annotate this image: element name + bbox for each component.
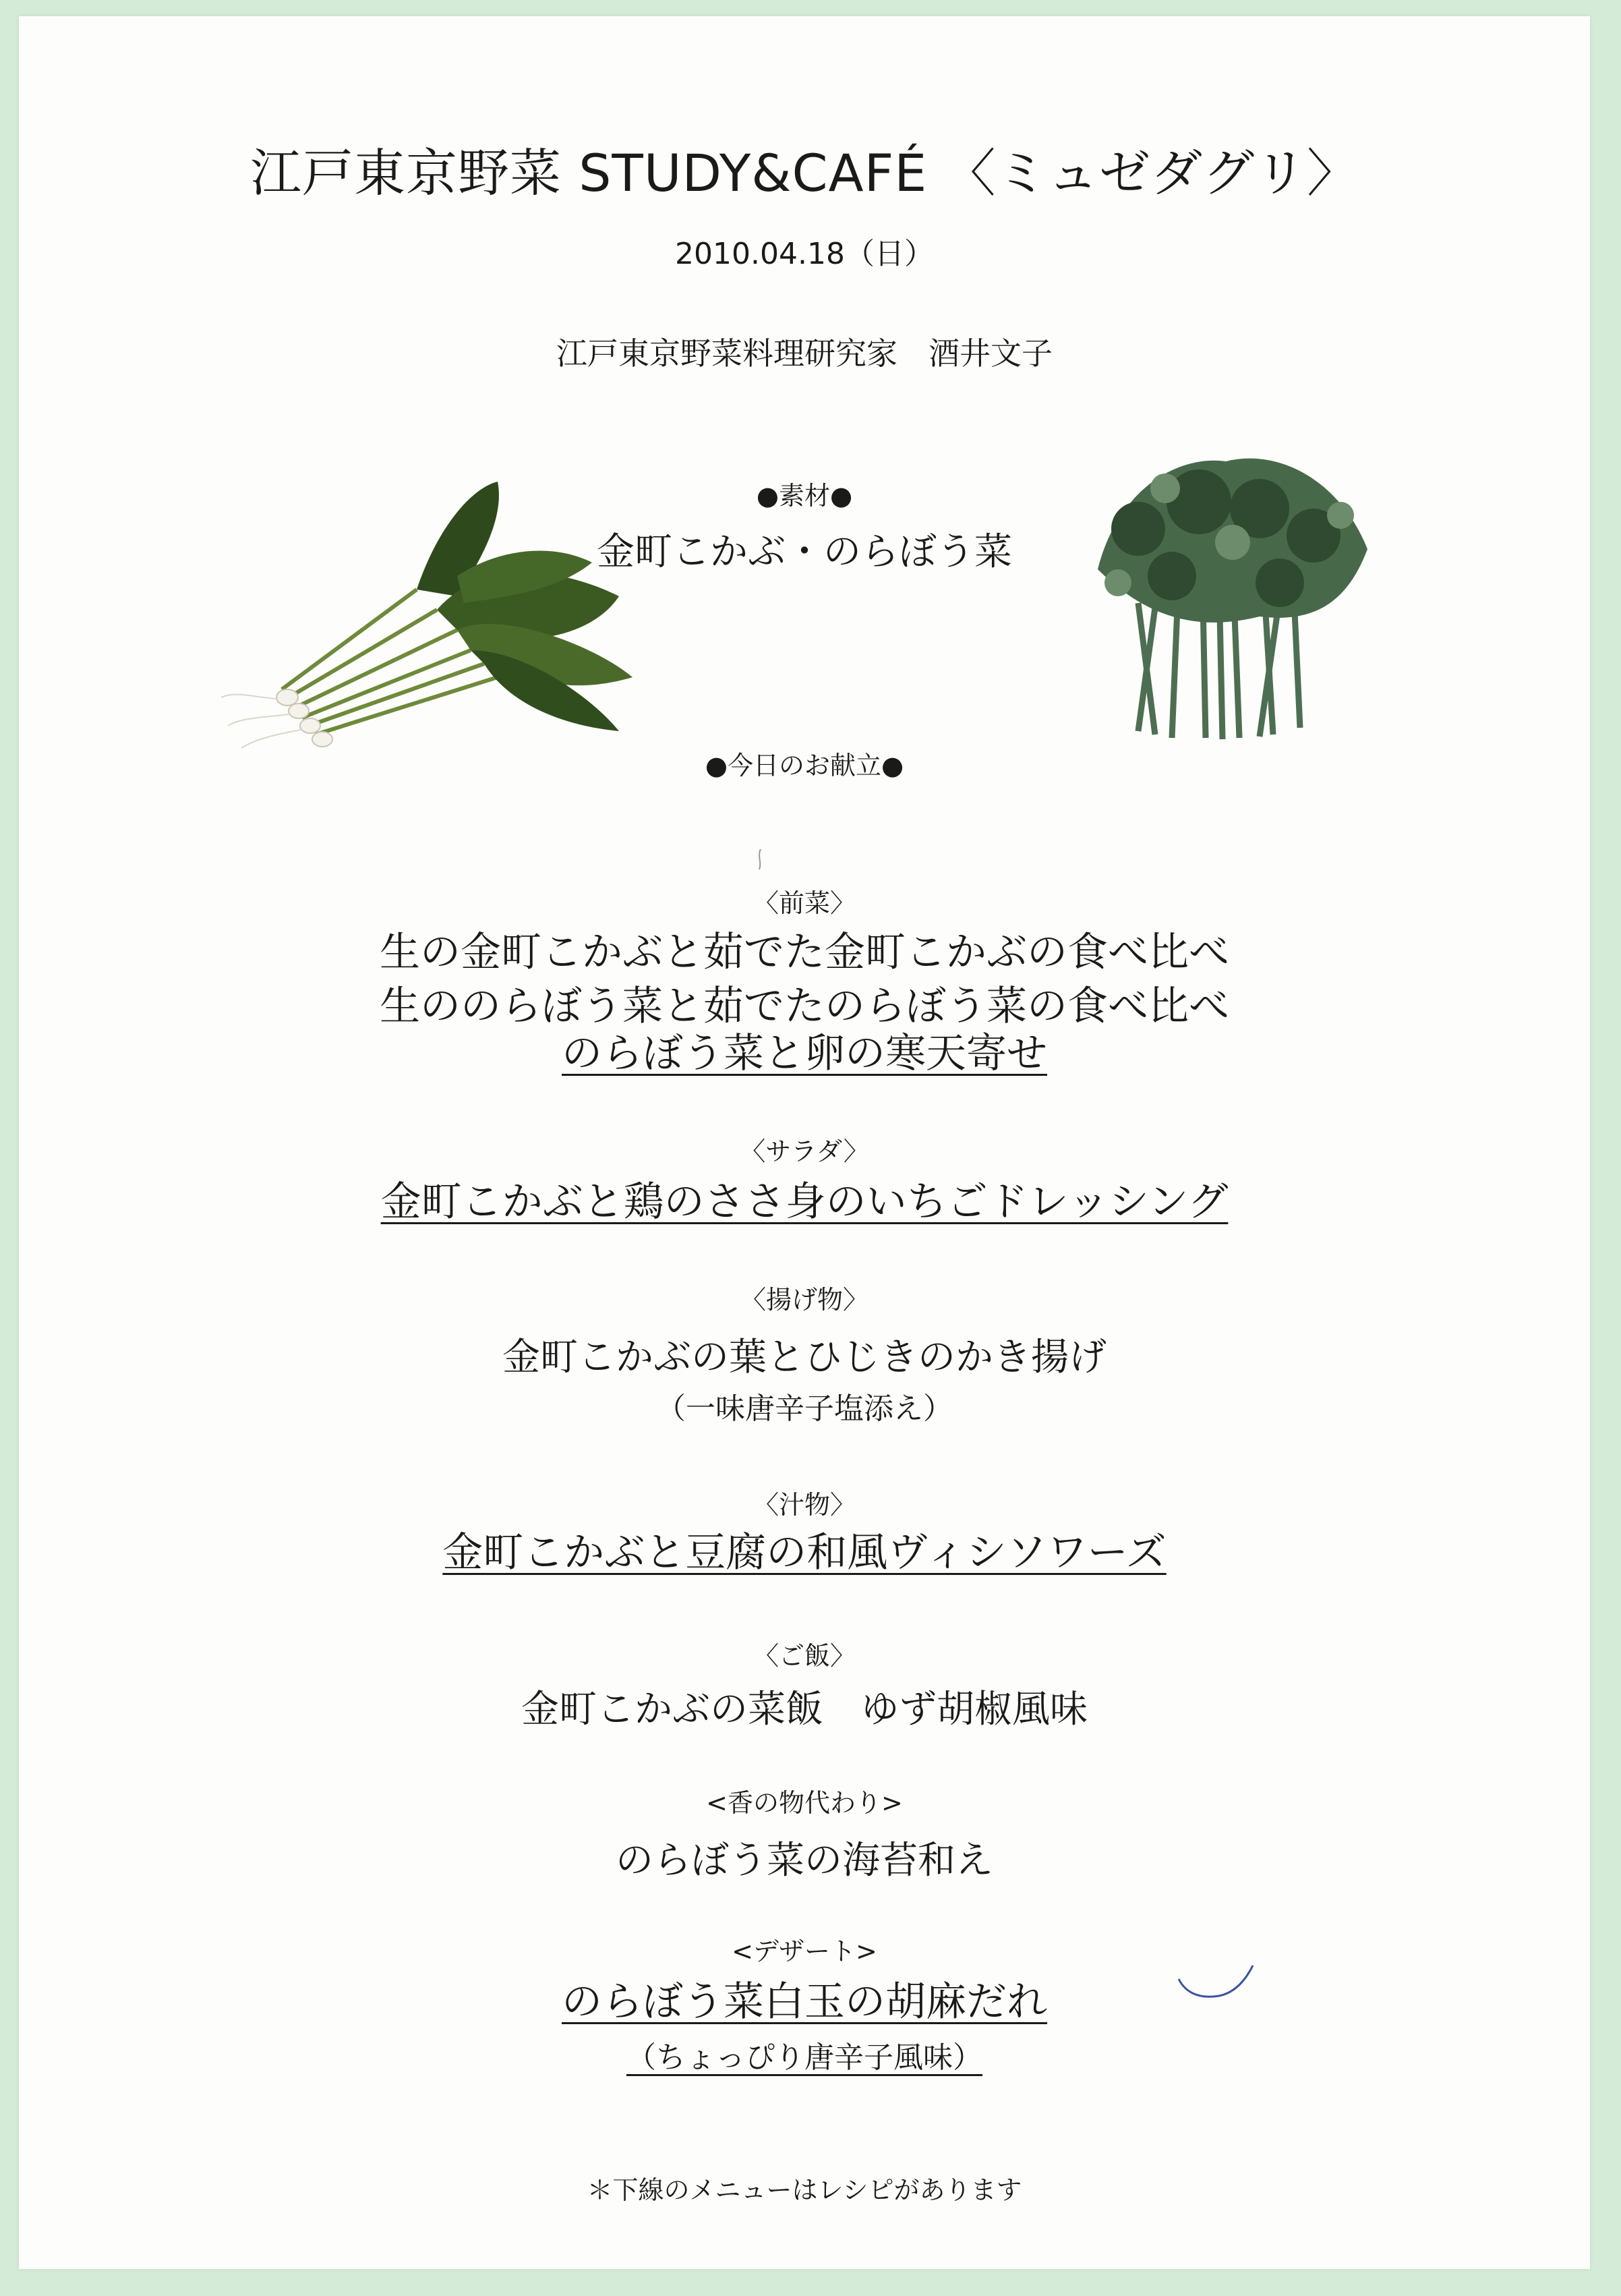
salad-item: 金町こかぶと鶏のささ身のいちごドレッシング bbox=[380, 1178, 1229, 1226]
pen-mark bbox=[1172, 1959, 1266, 2006]
fried-item-note: （一味唐辛子塩添え） bbox=[656, 1391, 953, 1426]
author-line: 江戸東京野菜料理研究家 酒井文子 bbox=[556, 335, 1053, 372]
kokabu-image bbox=[214, 475, 646, 758]
scan-speck bbox=[754, 846, 774, 873]
soup-heading: 〈汁物〉 bbox=[753, 1490, 856, 1520]
norabouna-image bbox=[1057, 448, 1394, 758]
salad-heading: 〈サラダ〉 bbox=[740, 1137, 869, 1166]
recipe-footnote: ＊下線のメニューはレシピがあります bbox=[587, 2175, 1022, 2205]
fried-item: 金町こかぶの葉とひじきのかき揚げ bbox=[502, 1336, 1107, 1379]
rice-heading: 〈ご飯〉 bbox=[753, 1641, 856, 1671]
dessert-item: のらぼう菜白玉の胡麻だれ bbox=[562, 1978, 1047, 2026]
ingredients-heading: ●素材● bbox=[756, 481, 853, 511]
dessert-heading: <デザート> bbox=[732, 1936, 877, 1966]
event-date: 2010.04.18（日） bbox=[675, 237, 934, 271]
soup-item: 金町こかぶと豆腐の和風ヴィシソワーズ bbox=[442, 1529, 1167, 1576]
appetizer-item-1: 生の金町こかぶと茹でた金町こかぶの食べ比べ bbox=[380, 929, 1229, 976]
rice-item: 金町こかぶの菜飯 ゆず胡椒風味 bbox=[521, 1688, 1088, 1731]
fried-heading: 〈揚げ物〉 bbox=[740, 1285, 868, 1315]
todays-menu-heading: ●今日のお献立● bbox=[705, 751, 904, 780]
pickles-item: のらぼう菜の海苔和え bbox=[616, 1839, 993, 1883]
menu-page bbox=[19, 16, 1590, 2269]
appetizer-heading: 〈前菜〉 bbox=[753, 888, 856, 918]
page-title: 江戸東京野菜 STUDY&CAFÉ 〈ミュゼダグリ〉 bbox=[250, 143, 1359, 203]
dessert-item-note: （ちょっぴり唐辛子風味） bbox=[626, 2040, 982, 2075]
appetizer-item-3: のらぼう菜と卵の寒天寄せ bbox=[562, 1030, 1047, 1077]
ingredients-text: 金町こかぶ・のらぼう菜 bbox=[597, 530, 1012, 574]
pickles-heading: <香の物代わり> bbox=[706, 1788, 903, 1818]
appetizer-item-2: 生ののらぼう菜と茹でたのらぼう菜の食べ比べ bbox=[380, 983, 1229, 1030]
